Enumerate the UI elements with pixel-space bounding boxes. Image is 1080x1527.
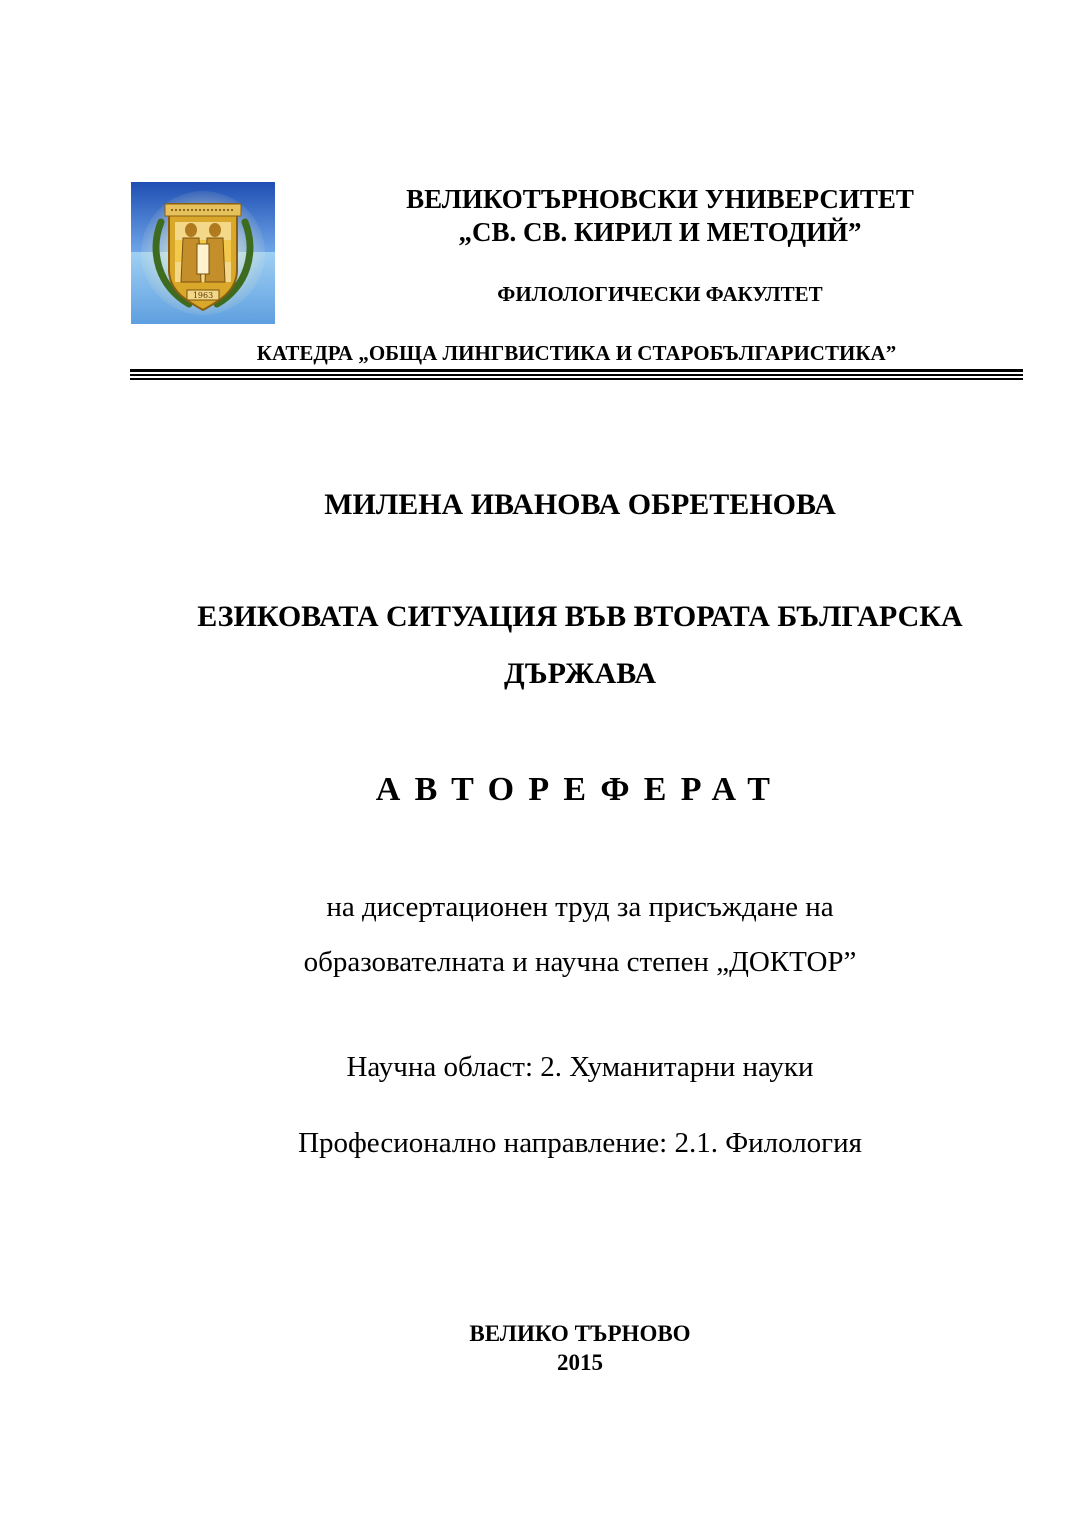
professional-direction: Професионално направление: 2.1. Филология (298, 1127, 862, 1159)
publication-year: 2015 (557, 1350, 603, 1375)
header-divider-rule-top (130, 369, 1023, 372)
description-line1: на дисертационен труд за присъждане на (326, 891, 834, 923)
university-name-line1: ВЕЛИКОТЪРНОВСКИ УНИВЕРСИТЕТ (406, 184, 914, 214)
department-name: КАТЕДРА „ОБЩА ЛИНГВИСТИКА И СТАРОБЪЛГАРИСТИКА” (256, 341, 897, 365)
header-divider-rule-bottom (130, 378, 1023, 380)
header-divider-rule-middle (130, 374, 1023, 376)
author-name: МИЛЕНА ИВАНОВА ОБРЕТЕНОВА (324, 488, 836, 521)
thesis-title-line2: ДЪРЖАВА (504, 657, 656, 690)
scientific-field: Научна област: 2. Хуманитарни науки (346, 1051, 814, 1083)
seal-year-text: 1963 (192, 291, 214, 300)
document-type-heading: АВТОРЕФЕРАТ (375, 771, 785, 808)
university-seal-icon (131, 182, 275, 324)
thesis-title-line1: ЕЗИКОВАТА СИТУАЦИЯ ВЪВ ВТОРАТА БЪЛГАРСКА (197, 600, 963, 633)
description-line2: образователната и научна степен „ДОКТОР” (303, 946, 857, 978)
faculty-name: ФИЛОЛОГИЧЕСКИ ФАКУЛТЕТ (497, 282, 823, 306)
publication-city: ВЕЛИКО ТЪРНОВО (469, 1321, 691, 1346)
university-name-line2: „СВ. СВ. КИРИЛ И МЕТОДИЙ” (458, 217, 862, 247)
university-logo (131, 182, 275, 324)
